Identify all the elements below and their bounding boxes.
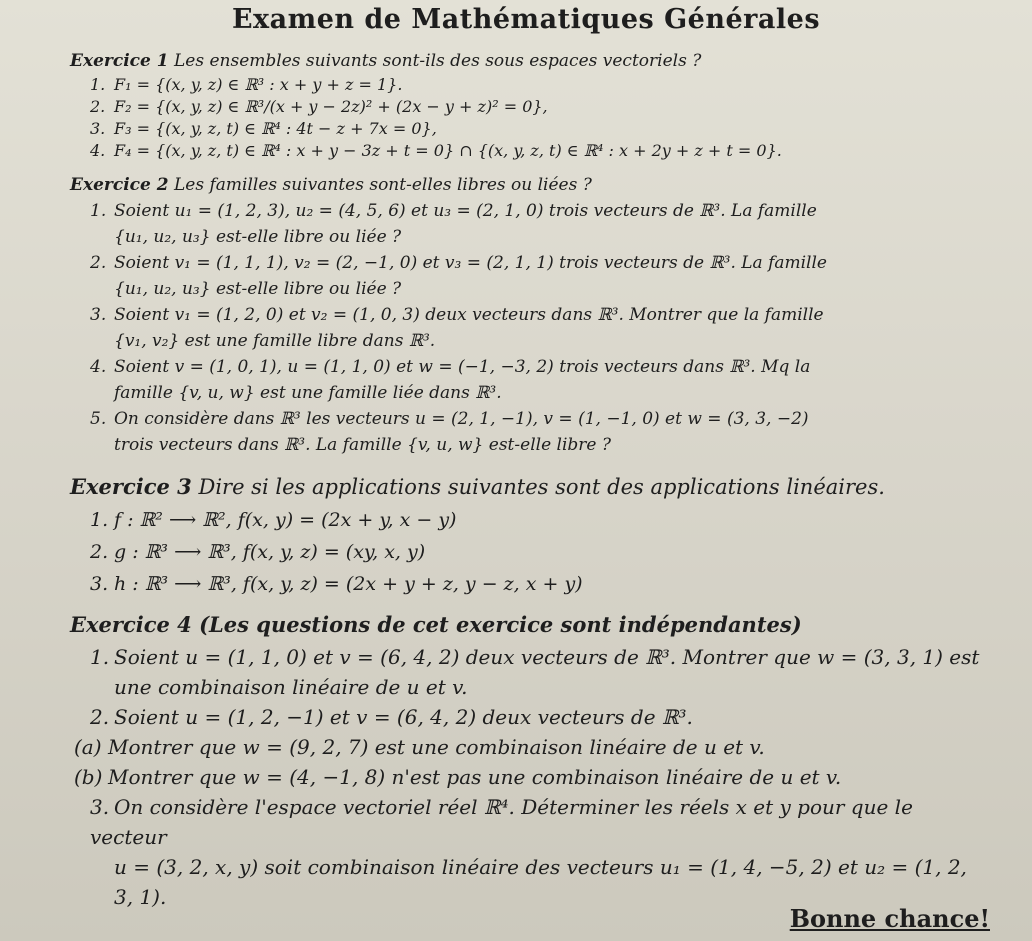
item-text: On considère dans ℝ³ les vecteurs u = (2, 1, −1), v = (1, −1, 0) et w = (3, 3, −2) <box>114 409 809 429</box>
item-text-continued: {u₁, u₂, u₃} est-elle libre ou liée ? <box>114 279 402 299</box>
item-text-continued: famille {v, u, w} est une famille liée dans ℝ³. <box>114 383 502 403</box>
item-text: Soient v = (1, 0, 1), u = (1, 1, 0) et w = (−1, −3, 2) trois vecteurs dans ℝ³. Mq la <box>114 357 811 377</box>
item-text-continued: trois vecteurs dans ℝ³. La famille {v, u, w} est-elle libre ? <box>114 435 611 455</box>
item-text: On considère l'espace vectoriel réel ℝ⁴. Déterminer les réels x et y pour que le vecteur <box>90 795 913 849</box>
ex2-item-1 <box>90 198 992 250</box>
item-number: 3. <box>90 305 107 325</box>
ex4-item-2a <box>74 732 992 762</box>
ex4-item-2 <box>90 702 992 732</box>
exercise-3 <box>60 472 992 600</box>
item-text: g : ℝ³ ⟶ ℝ³, f(x, y, z) = (xy, x, y) <box>114 541 426 563</box>
closing-message: Bonne chance! <box>789 904 990 933</box>
exercise-2-question: Les familles suivantes sont-elles libres ou liées ? <box>174 175 592 195</box>
item-number: 2. <box>90 97 106 116</box>
exercise-1 <box>60 50 992 162</box>
exercise-1-label: Exercice 1 <box>70 51 169 71</box>
ex2-item-3 <box>90 302 992 354</box>
ex4-item-1 <box>90 642 992 702</box>
exercise-2-heading <box>70 174 992 196</box>
item-number: 2. <box>90 541 109 563</box>
ex4-item-2b <box>74 762 992 792</box>
item-text: Montrer que w = (9, 2, 7) est une combinaison linéaire de u et v. <box>108 735 765 759</box>
ex1-item-1 <box>90 74 992 96</box>
item-text: F₄ = {(x, y, z, t) ∈ ℝ⁴ : x + y − 3z + t = 0} ∩ {(x, y, z, t) ∈ ℝ⁴ : x + 2y + z + t = 0}. <box>114 141 782 160</box>
item-text: Soient v₁ = (1, 1, 1), v₂ = (2, −1, 0) et v₃ = (2, 1, 1) trois vecteurs de ℝ³. La famille <box>114 253 827 273</box>
ex3-item-1 <box>90 504 992 536</box>
ex2-item-5 <box>90 406 992 458</box>
ex2-item-4 <box>90 354 992 406</box>
item-text: F₂ = {(x, y, z) ∈ ℝ³/(x + y − 2z)² + (2x − y + z)² = 0}, <box>114 97 548 116</box>
exercise-2-label: Exercice 2 <box>70 175 169 195</box>
item-text: Soient u = (1, 1, 0) et v = (6, 4, 2) deux vecteurs de ℝ³. Montrer que w = (3, 3, 1) est <box>114 645 980 669</box>
item-text-continued: une combinaison linéaire de u et v. <box>114 675 468 699</box>
exercise-3-heading <box>70 472 992 502</box>
item-text-continued: {v₁, v₂} est une famille libre dans ℝ³. <box>114 331 436 351</box>
ex1-item-4 <box>90 140 992 162</box>
item-number: 4. <box>90 141 106 160</box>
item-number: 1. <box>90 509 109 531</box>
exercise-2 <box>60 174 992 458</box>
item-text: h : ℝ³ ⟶ ℝ³, f(x, y, z) = (2x + y + z, y − z, x + y) <box>114 573 583 595</box>
exercise-3-label: Exercice 3 <box>70 474 192 499</box>
exam-title: Examen de Mathématiques Générales <box>231 4 821 35</box>
ex1-item-2 <box>90 96 992 118</box>
item-number: 1. <box>90 645 110 669</box>
item-number: 4. <box>90 357 107 377</box>
item-number: 1. <box>90 201 107 221</box>
exercise-3-question: Dire si les applications suivantes sont des applications linéaires. <box>198 475 885 499</box>
item-text: F₃ = {(x, y, z, t) ∈ ℝ⁴ : 4t − z + 7x = 0}, <box>114 119 437 138</box>
item-number: 5. <box>90 409 107 429</box>
exercise-4 <box>60 610 992 912</box>
exercise-1-question: Les ensembles suivants sont-ils des sous espaces vectoriels ? <box>174 51 702 71</box>
item-text: f : ℝ² ⟶ ℝ², f(x, y) = (2x + y, x − y) <box>114 509 457 531</box>
item-number: 3. <box>90 573 109 595</box>
ex4-item-3 <box>90 792 992 912</box>
item-text: Soient u = (1, 2, −1) et v = (6, 4, 2) deux vecteurs de ℝ³. <box>114 705 693 729</box>
item-text: F₁ = {(x, y, z) ∈ ℝ³ : x + y + z = 1}. <box>114 75 403 94</box>
exercise-4-heading <box>70 610 992 640</box>
ex2-item-2 <box>90 250 992 302</box>
ex3-item-2 <box>90 536 992 568</box>
item-number: 1. <box>90 75 106 94</box>
item-text: Montrer que w = (4, −1, 8) n'est pas une combinaison linéaire de u et v. <box>108 765 842 789</box>
ex1-item-3 <box>90 118 992 140</box>
item-number: 3. <box>90 795 110 819</box>
item-number: 3. <box>90 119 106 138</box>
item-text-continued: {u₁, u₂, u₃} est-elle libre ou liée ? <box>114 227 402 247</box>
item-number: 2. <box>90 253 107 273</box>
ex3-item-3 <box>90 568 992 600</box>
item-text: Soient u₁ = (1, 2, 3), u₂ = (4, 5, 6) et u₃ = (2, 1, 0) trois vecteurs de ℝ³. La famille <box>114 201 817 221</box>
item-text-continued: u = (3, 2, x, y) soit combinaison linéaire des vecteurs u₁ = (1, 4, −5, 2) et u₂ = (1, 2, 3, 1). <box>114 855 967 909</box>
exercise-4-label: Exercice 4 (Les questions de cet exercice sont indépendantes) <box>70 612 802 637</box>
item-number: (b) <box>74 765 103 789</box>
item-number: (a) <box>74 735 102 759</box>
item-number: 2. <box>90 705 110 729</box>
item-text: Soient v₁ = (1, 2, 0) et v₂ = (1, 0, 3) deux vecteurs dans ℝ³. Montrer que la famille <box>114 305 824 325</box>
exercise-1-heading <box>70 50 992 72</box>
